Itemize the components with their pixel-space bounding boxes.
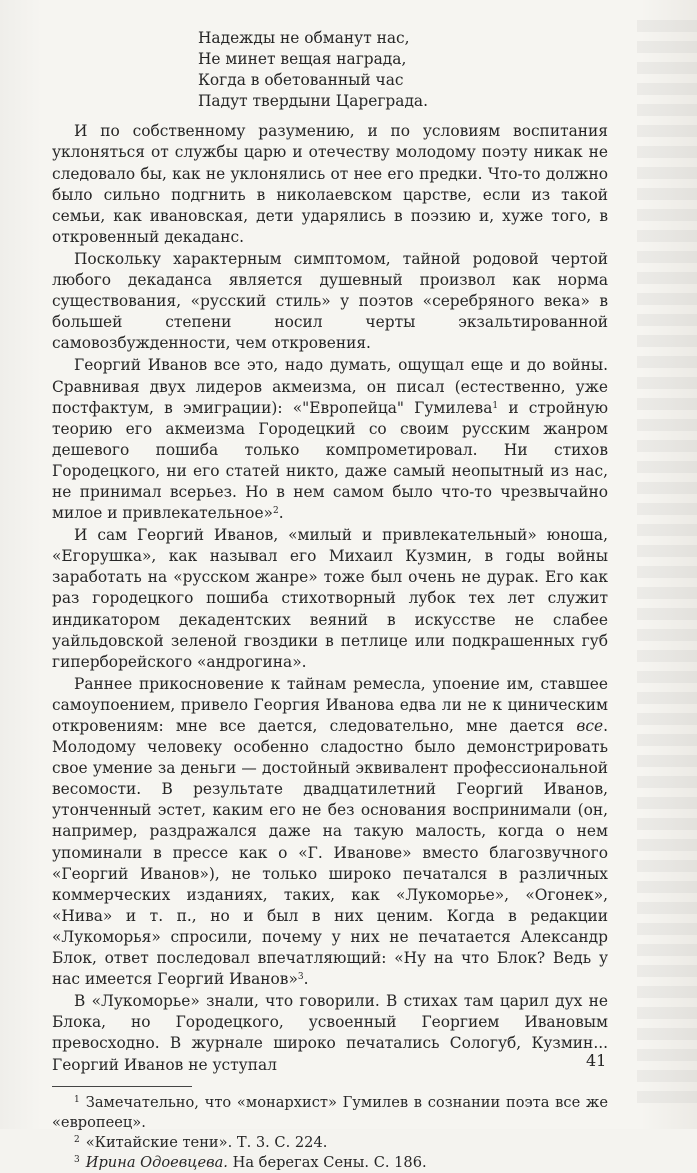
paragraph-text: и стройную теорию его акмеизма Городецкий со своим русским жанром дешевого пошиба только компрометировал. Ни стихов Городецкого, ни его статей никто, даже самый неопытный из нас, не принимал всерьез. Но в нем самом было что-то чрезвычайно милое и привлекательное» bbox=[52, 398, 608, 523]
footnote-number: 1 bbox=[74, 1094, 80, 1105]
paragraph: Георгий Иванов все это, надо думать, ощущал еще и до войны. Сравнивая двух лидеров акмеизма, он писал (естественно, уже постфактум, в эмиграции): «"Европейца" Гумилева$^1$ и стройную теорию его акмеизма Городецкий со своим русским жанром дешевого пошиба только компрометировал. Ни стихов Городецкого, ни его статей никто, даже самый неопытный из нас, не принимал всерьез. Но в нем самом было что-то чрезвычайно милое и привлекательное»$^2$. bbox=[52, 356, 608, 523]
paragraph-text: Раннее прикосновение к тайнам ремесла, упоение им, ставшее самоупоением, привело Георгия Иванова едва ли не к циническим откровениям: мне все дается, следовательно, мне дается bbox=[52, 674, 608, 735]
poem-stanza bbox=[198, 28, 608, 112]
page-number: 41 bbox=[586, 1051, 607, 1070]
paragraph: Раннее прикосновение к тайнам ремесла, упоение им, ставшее самоупоением, привело Георгия Иванова едва ли не к циническим откровениям: мне все дается, следовательно, мне дается все. Молодому человеку особенно сладостно было демонстрировать свое умение за деньги — достойный эквивалент профессиональной весомости. В результате двадцатилетний Георгий Иванов, утонченный эстет, каким его не без основания воспринимали (он, например, раздражался даже на такую малость, когда о нем упоминали в прессе как о «Г. Иванове» вместо благозвучного «Георгий Иванов»), не только широко печатался в различных коммерческих изданиях, таких, как «Лукоморье», «Огонек», «Нива» и т. п., но и был в них ценим. Когда в редакции «Лукоморья» спросили, почему у них не печатается Александр Блок, ответ последовал впечатляющий: «Ну на что Блок? Ведь у нас имеется Георгий Иванов»$^3$. bbox=[52, 674, 608, 989]
footnote-ref: 3 bbox=[297, 972, 304, 983]
footnote-author: Ирина Одоевцева. bbox=[85, 1153, 228, 1171]
footnote-ref: 2 bbox=[272, 506, 279, 517]
paragraph: Поскольку характерным симптомом, тайной родовой чертой любого декаданса является душевный произвол как норма существования, «русский стиль» у поэтов «серебряного века» в большей степени носил черты экзальтированной самовозбужденности, чем откровения. bbox=[52, 249, 608, 353]
paragraph: В «Лукоморье» знали, что говорили. В стихах там царил дух не Блока, но Городецкого, усвоенный Георгием Ивановым превосходно. В журнале широко печатались Сологуб, Кузмин... Георгий Иванов не уступал bbox=[52, 992, 608, 1074]
bleed-through-shadow bbox=[637, 20, 697, 1110]
footnote bbox=[52, 1153, 608, 1173]
paragraph-text: . Молодому человеку особенно сладостно было демонстрировать свое умение за деньги — достойный эквивалент профессиональной весомости. В результате двадцатилетний Георгий Иванов, утонченный эстет, каким его не без основания воспринимали (он, например, раздражался даже на такую малость, когда о нем упоминали в прессе как о «Г. Иванове» вместо благозвучного «Георгий Иванов»), не только широко печатался в различных коммерческих изданиях, таких, как «Лукоморье», «Огонек», «Нива» и т. п., но и был в них ценим. Когда в редакции «Лукоморья» спросили, почему у них не печатается Александр Блок, ответ последовал впечатляющий: «Ну на что Блок? Ведь у нас имеется Георгий Иванов» bbox=[52, 717, 608, 989]
footnote-ref: 1 bbox=[492, 400, 499, 411]
paragraph: И по собственному разумению, и по условиям воспитания уклоняться от службы царю и отечеству молодому поэту никак не следовало бы, как не уклонялись от нее его предки. Что-то должно было сильно подгнить в николаевском царстве, если из такой семьи, как ивановская, дети ударялись в поэзию и, хуже того, в откровенный декаданс. bbox=[52, 122, 608, 246]
poem-line: Падут твердыни Цареграда. bbox=[198, 92, 429, 111]
footnote-number: 2 bbox=[74, 1134, 80, 1145]
footnote bbox=[52, 1093, 608, 1133]
poem-line: Надежды не обманут нас, bbox=[198, 29, 410, 47]
footnote-divider bbox=[52, 1086, 192, 1087]
footnote-text: На берегах Сены. С. 186. bbox=[227, 1153, 427, 1171]
page-body bbox=[52, 28, 608, 1173]
poem-line: Когда в обетованный час bbox=[198, 71, 404, 90]
poem-line: Не минет вещая награда, bbox=[198, 50, 407, 69]
footnote-text: «Китайские тени». Т. 3. С. 224. bbox=[85, 1133, 328, 1151]
paragraph-text: Георгий Иванов все это, надо думать, ощущал еще и до войны. Сравнивая двух лидеров акмеизма, он писал (естественно, уже постфактум, в эмиграции): «"Европейца" Гумилева bbox=[52, 356, 608, 417]
footnote-text: Замечательно, что «монархист» Гумилев в сознании поэта все же «европеец». bbox=[52, 1093, 608, 1131]
emphasis: все bbox=[576, 717, 604, 735]
paragraph: И сам Георгий Иванов, «милый и привлекательный» юноша, «Егорушка», как называл его Михаил Кузмин, в годы войны заработать на «русском жанре» тоже был очень не дурак. Его как раз городецкого пошиба стихотворный лубок тех лет служит индикатором декадентских веяний в искусстве не слабее уайльдовской зеленой гвоздики в петлице или подкрашенных губ гиперборейского «андрогина». bbox=[52, 526, 608, 671]
footnote bbox=[52, 1133, 608, 1153]
footnote-number: 3 bbox=[74, 1154, 80, 1165]
